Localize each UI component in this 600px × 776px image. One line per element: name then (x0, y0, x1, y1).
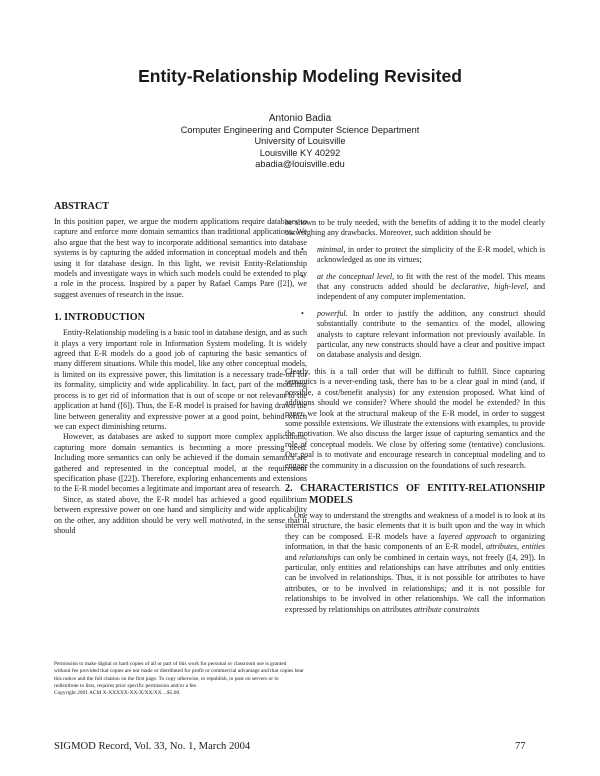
abstract-heading: ABSTRACT (54, 201, 109, 212)
list-item: • powerful. In order to justify the addition, any construct should substantially contribute to the semantics of the model, allowing analysts to capture relevant information not previously available. In particular, any new constructs should have a clear and positive impact on database analysis and design. (317, 309, 545, 361)
author-name: Antonio Badia (268, 113, 332, 124)
page-number: 77 (515, 741, 526, 752)
author-block (0, 113, 600, 171)
permission-text: Permission to make digital or hard copies of all or part of this work for personal or classroom use is granted without fee provided that copies are not made or distributed for profit or commercial advantage and that copies bear this notice and the full citation on the first page. To copy otherwise, to republish, to post on servers or to redistribute to lists, requires prior specific permission and/or a fee. (54, 661, 304, 689)
discussion-paragraph: Clearly, this is a tall order that will be difficult to fulfill. Since capturing semantics is a never-ending task, there has to be a clear goal in mind (and, if possible, a cost/benefit analysis) for any extension proposed. What kind of additions should we consider? Where should the model be extended? In this paper, we look at the structural makeup of the E-R model, in order to suggest some possible extensions. We illustrate the extensions with examples, to provide the motivation. We also discuss the larger issue of capturing semantics and the role of conceptual models. We close by offering some (tentative) conclusions. Our goal is to motivate and encourage research in conceptual modeling and to engage the community in a discussion on the foundations of such research. (285, 366, 545, 470)
continued-paragraph: be shown to be truly needed, with the benefits of adding it to the model clearly outweighing any drawbacks. Moreover, such addition should be (285, 218, 545, 238)
author-university: University of Louisville (254, 136, 346, 147)
list-item: • minimal, in order to protect the simplicity of the E-R model, which is acknowledged as one its virtues; (317, 245, 545, 266)
left-column (54, 201, 307, 536)
footer-venue: SIGMOD Record, Vol. 33, No. 1, March 2004 (54, 741, 251, 752)
author-department: Computer Engineering and Computer Science Department (180, 124, 420, 135)
paper-title: Entity-Relationship Modeling Revisited (138, 66, 462, 86)
list-item: • at the conceptual level, to fit with the rest of the model. This means that any constructs added should be declarative, high-level, and independent of any computer implementation. (317, 272, 545, 303)
permission-footnote (54, 661, 304, 697)
abstract-text: In this position paper, we argue the modern applications require databases to capture and enforce more domain semantics than traditional applications. We also argue that the best way to incorporate additional semantics into database systems is by capturing the added information in conceptual models and then using it for database design. In this light, we revisit Entity-Relationship models and investigate ways in which such models could be extended to play a role in the process. Inspired by a paper by Rafael Camps Pare ([2]), we suggest avenues of research in the issue. (54, 217, 307, 299)
author-email: abadia@louisville.edu (255, 159, 345, 170)
author-address: Louisville KY 40292 (259, 147, 341, 158)
right-column (285, 218, 545, 615)
criteria-list (285, 245, 545, 361)
section-2-paragraph: One way to understand the strengths and weakness of a model is to look at its internal structure, the basic elements that it is built upon and the way in which they can be composed. E-R models have a layered approach to organizing information, in that the basic components of an E-R model, attributes, entities and relationships can only be combined in certain ways, not freely ([4, 29]). In particular, only entities and relationships can have attributes and only entities can be involved in relationships. Thus, it is not possible for attributes to have attributes, or to be involved in relationships; and it is not possible for relationships to be involved in other relationships. We call the information expressed by relationships on attributes attribute constraints (285, 510, 545, 614)
copyright-line: Copyright 2001 ACM X-XXXXX-XX-X/XX/XX ...$5.00. (54, 690, 181, 697)
intro-paragraph-3: Since, as stated above, the E-R model has achieved a good equilibrium between expressive power on one hand and simplicity and wide applicability on the other, any addition should be very well motivated, in the sense that it should (54, 494, 307, 535)
intro-heading: 1. INTRODUCTION (54, 312, 145, 324)
section-2-heading: 2. CHARACTERISTICS OF ENTITY-RELATIONSHIP MODELS (285, 482, 545, 506)
intro-paragraph-2: However, as databases are asked to support more complex applications, capturing more domain semantics is becoming a more pressing need. Including more semantics can only be achieved if the domain semantics are gathered and represented in the conceptual model, at the requirement specification phase ([22]). Therefore, exploring enhancements and extensions to the E-R model becomes a legitimate and important area of research. (54, 432, 307, 494)
intro-paragraph-1: Entity-Relationship modeling is a basic tool in database design, and as such it plays a very important role in Information System modeling. It is widely agreed that E-R models do a good job of capturing the basic semantics of many different situations. While this model, like any other conceptual models, is limited on its expressive power, this limitation is a necessary trade-off for its formality, simplicity and wide applicability. In fact, part of the modeling process is to get rid of information that is out of scope or not relevant to the application at hand ([6]). Thus, the E-R model is praised for having drawn the line between generality and expressive power at a good point, behind which we can expect diminishing returns. (54, 328, 307, 431)
